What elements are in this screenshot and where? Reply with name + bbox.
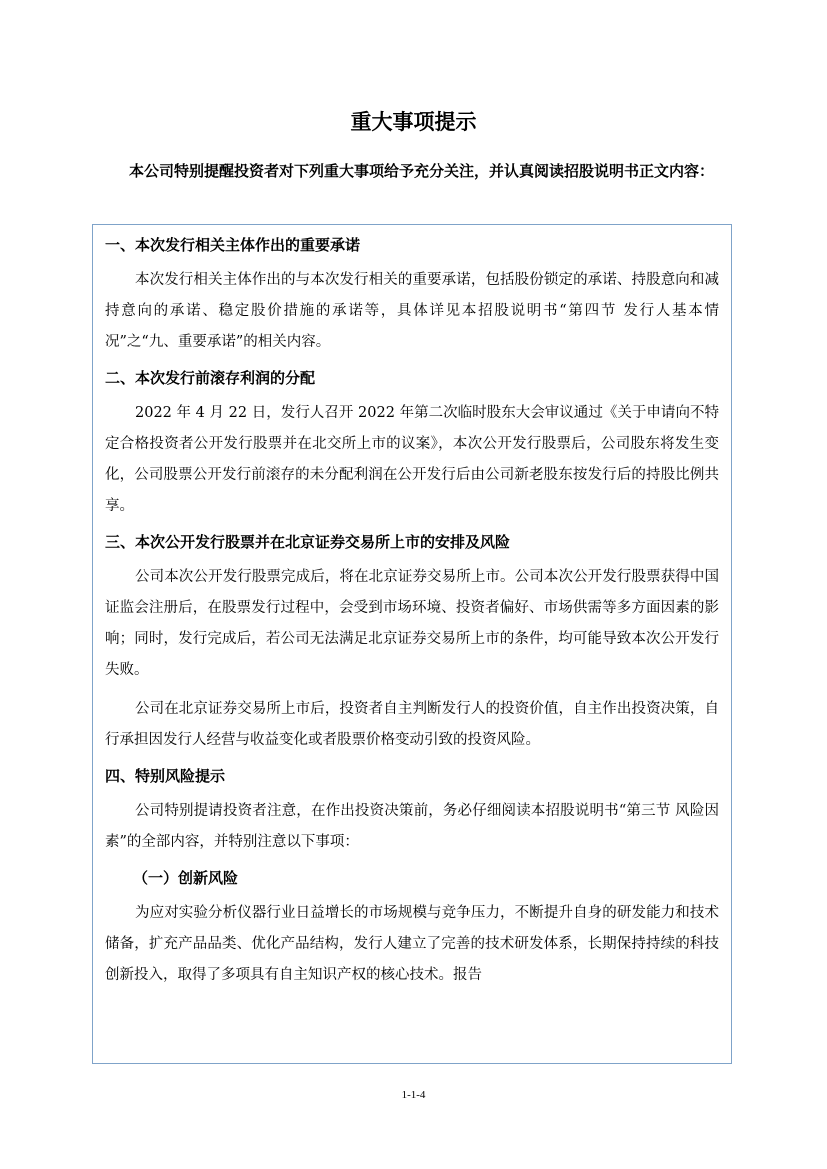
- section-4-paragraph: 公司特别提请投资者注意，在作出投资决策前，务必仔细阅读本招股说明书“第三节 风险因素”的全部内容，并特别注意以下事项：: [105, 803, 719, 850]
- section-2-paragraph: 2022 年 4 月 22 日，发行人召开 2022 年第二次临时股东大会审议通过《关于申请向不特定合格投资者公开发行股票并在北交所上市的议案》，本次公开发行股票后，公司股东将发生变化，公司股票公开发行前滚存的未分配利润在公开发行后由公司新老股东按发行后的持股比例共享。: [105, 405, 719, 514]
- section-heading-1: 一、本次发行相关主体作出的重要承诺: [105, 236, 361, 254]
- subsection-heading-innovation-risk: （一）创新风险: [133, 869, 239, 887]
- subsection-paragraph: 为应对实验分析仪器行业日益增长的市场规模与竞争压力，不断提升自身的研发能力和技术储备，扩充产品品类、优化产品结构，发行人建立了完善的技术研发体系，长期保持持续的科技创新投入，取得了多项具有自主知识产权的核心技术。报告: [105, 905, 719, 983]
- section-heading-4: 四、特别风险提示: [105, 767, 226, 785]
- page-number: 1-1-4: [401, 1089, 426, 1101]
- page-title: 重大事项提示: [350, 110, 477, 134]
- notice-box: [92, 224, 732, 1064]
- section-1-paragraph: 本次发行相关主体作出的与本次发行相关的重要承诺，包括股份锁定的承诺、持股意向和减持意向的承诺、稳定股价措施的承诺等，具体详见本招股说明书“第四节 发行人基本情况”之“九、重要承诺”的相关内容。: [105, 272, 719, 350]
- section-heading-2: 二、本次发行前滚存利润的分配: [105, 369, 316, 387]
- section-heading-3: 三、本次公开发行股票并在北京证券交易所上市的安排及风险: [105, 533, 511, 551]
- section-3-paragraph-2: 公司在北京证券交易所上市后，投资者自主判断发行人的投资价值，自主作出投资决策，自行承担因发行人经营与收益变化或者股票价格变动引致的投资风险。: [105, 701, 719, 748]
- section-3-paragraph-1: 公司本次公开发行股票完成后，将在北京证券交易所上市。公司本次公开发行股票获得中国证监会注册后，在股票发行过程中，会受到市场环境、投资者偏好、市场供需等多方面因素的影响；同时，发行完成后，若公司无法满足北京证券交易所上市的条件，均可能导致本次公开发行失败。: [105, 569, 719, 678]
- intro-paragraph: 本公司特别提醒投资者对下列重大事项给予充分关注，并认真阅读招股说明书正文内容：: [129, 162, 715, 180]
